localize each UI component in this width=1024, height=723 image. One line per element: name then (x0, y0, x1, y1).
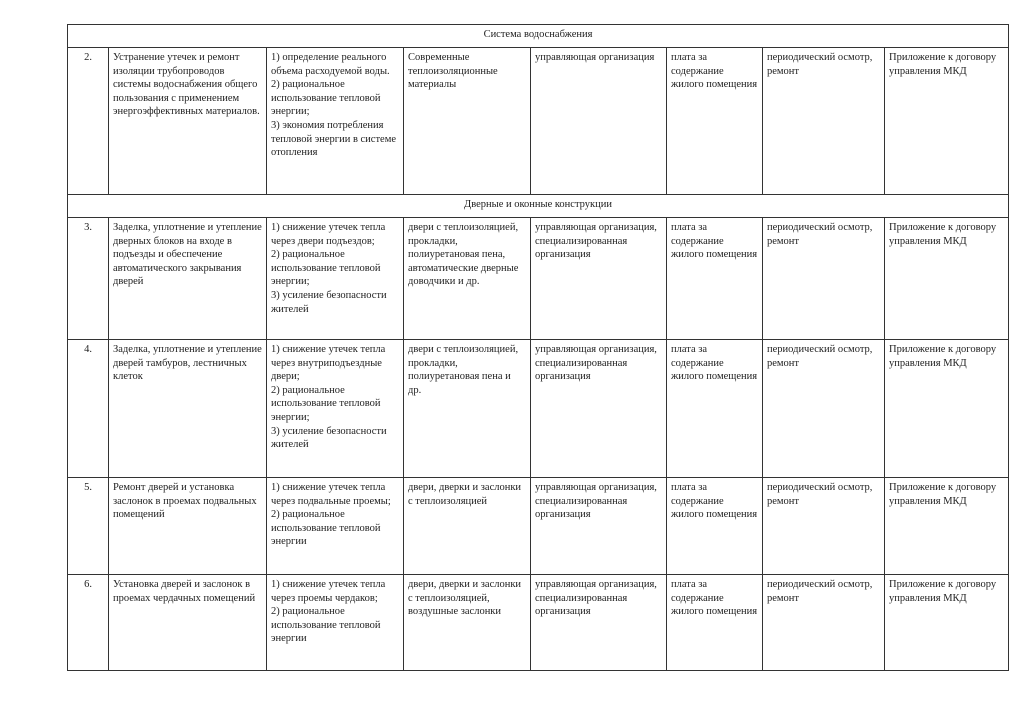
document-cell: Приложение к договору управления МКД (885, 218, 1009, 340)
funding-cell: плата за содержание жилого помещения (667, 340, 763, 478)
effect-cell: 1) снижение утечек тепла через проемы чердаков; 2) рациональное использование тепловой энергии (267, 575, 404, 671)
materials-cell: двери, дверки и заслонки с теплоизоляцией, воздушные заслонки (404, 575, 531, 671)
effect-cell: 1) снижение утечек тепла через двери подъездов; 2) рациональное использование тепловой энергии; 3) усиление безопасности жителей (267, 218, 404, 340)
table-row (68, 575, 1009, 671)
section-header-row (68, 195, 1009, 218)
measure-cell: Установка дверей и заслонок в проемах чердачных помещений (109, 575, 267, 671)
section-title: Система водоснабжения (68, 25, 1009, 48)
row-number: 4. (68, 340, 109, 478)
materials-cell: Современные теплоизоляционные материалы (404, 48, 531, 195)
materials-cell: двери с теплоизоляцией, прокладки, полиуретановая пена, автоматические дверные доводчики и др. (404, 218, 531, 340)
table-row (68, 340, 1009, 478)
funding-cell: плата за содержание жилого помещения (667, 478, 763, 575)
table-row (68, 478, 1009, 575)
measure-cell: Ремонт дверей и установка заслонок в проемах подвальных помещений (109, 478, 267, 575)
section-header-row (68, 25, 1009, 48)
measure-cell: Устранение утечек и ремонт изоляции трубопроводов системы водоснабжения общего пользования с применением энергоэффективных материалов. (109, 48, 267, 195)
funding-cell: плата за содержание жилого помещения (667, 218, 763, 340)
row-number: 6. (68, 575, 109, 671)
frequency-cell: периодический осмотр, ремонт (763, 340, 885, 478)
document-cell: Приложение к договору управления МКД (885, 575, 1009, 671)
frequency-cell: периодический осмотр, ремонт (763, 48, 885, 195)
frequency-cell: периодический осмотр, ремонт (763, 478, 885, 575)
table-row (68, 48, 1009, 195)
materials-cell: двери, дверки и заслонки с теплоизоляцией (404, 478, 531, 575)
funding-cell: плата за содержание жилого помещения (667, 48, 763, 195)
effect-cell: 1) снижение утечек тепла через внутриподъездные двери; 2) рациональное использование тепловой энергии; 3) усиление безопасности жителей (267, 340, 404, 478)
executor-cell: управляющая организация, специализированная организация (531, 340, 667, 478)
row-number: 2. (68, 48, 109, 195)
funding-cell: плата за содержание жилого помещения (667, 575, 763, 671)
section-title: Дверные и оконные конструкции (68, 195, 1009, 218)
table-row (68, 218, 1009, 340)
row-number: 3. (68, 218, 109, 340)
effect-cell: 1) снижение утечек тепла через подвальные проемы; 2) рациональное использование тепловой энергии (267, 478, 404, 575)
document-cell: Приложение к договору управления МКД (885, 48, 1009, 195)
measures-table (67, 24, 1009, 671)
row-number: 5. (68, 478, 109, 575)
measure-cell: Заделка, уплотнение и утепление дверей тамбуров, лестничных клеток (109, 340, 267, 478)
executor-cell: управляющая организация (531, 48, 667, 195)
measure-cell: Заделка, уплотнение и утепление дверных блоков на входе в подъезды и обеспечение автоматического закрывания дверей (109, 218, 267, 340)
frequency-cell: периодический осмотр, ремонт (763, 575, 885, 671)
document-cell: Приложение к договору управления МКД (885, 478, 1009, 575)
frequency-cell: периодический осмотр, ремонт (763, 218, 885, 340)
executor-cell: управляющая организация, специализированная организация (531, 575, 667, 671)
document-cell: Приложение к договору управления МКД (885, 340, 1009, 478)
materials-cell: двери с теплоизоляцией, прокладки, полиуретановая пена и др. (404, 340, 531, 478)
effect-cell: 1) определение реального объема расходуемой воды. 2) рациональное использование тепловой энергии; 3) экономия потребления тепловой энергии в системе отопления (267, 48, 404, 195)
executor-cell: управляющая организация, специализированная организация (531, 478, 667, 575)
executor-cell: управляющая организация, специализированная организация (531, 218, 667, 340)
